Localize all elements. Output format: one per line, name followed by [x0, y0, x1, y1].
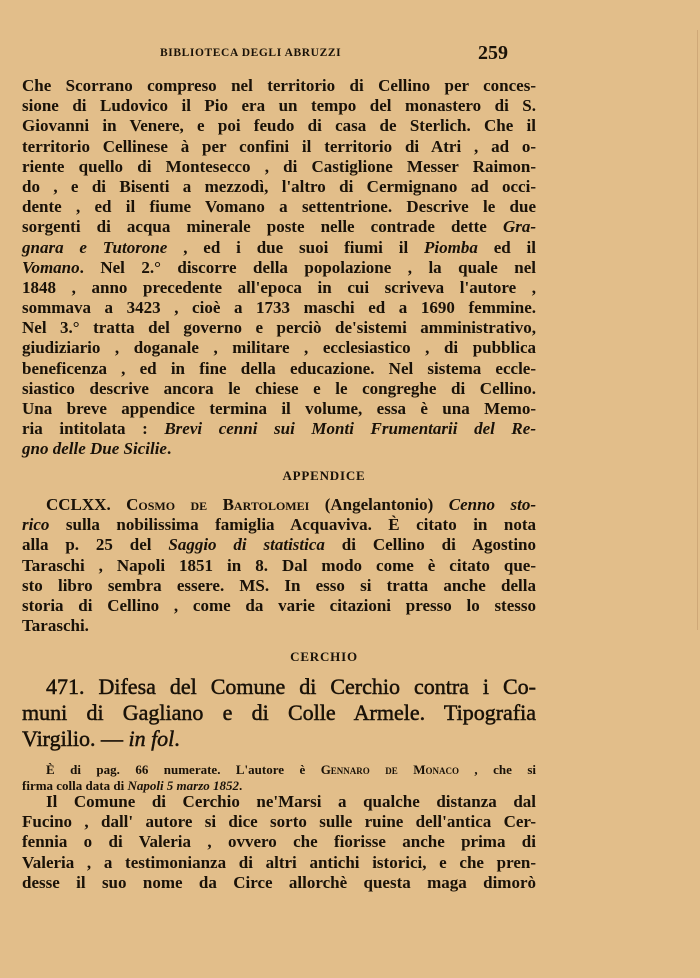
text-segment: (Angelantonio): [309, 495, 449, 514]
paragraph-cclxx: [22, 495, 536, 636]
text-line: [22, 726, 536, 752]
text-line: [22, 116, 536, 136]
text-segment: .: [166, 439, 172, 459]
text-segment: alla p. 25 del: [22, 535, 169, 555]
section-heading-appendice: APPENDICE: [282, 468, 366, 483]
text-segment: 1848 , anno precedente all'epoca in cui scriveva l'autore ,: [22, 277, 536, 297]
text-segment: Valeria , a testimonianza di altri antichi istorici, e che pren-: [22, 852, 536, 872]
italic-text: gnara e Tutorone: [22, 237, 168, 257]
running-title: BIBLIOTECA DEGLI ABRUZZI: [160, 47, 342, 59]
text-segment: dente , ed il fiume Vomano a settentrione. Descrive le due: [22, 197, 536, 217]
text-segment: , che si: [458, 762, 536, 777]
section-heading-cerchio: CERCHIO: [290, 649, 358, 664]
text-line: [22, 700, 536, 726]
text-line: [22, 495, 536, 515]
text-line: [22, 258, 536, 278]
text-line: [22, 556, 536, 576]
text-segment: siastico descrive ancora le chiese e le congreghe di Cellino.: [22, 378, 536, 398]
text-line: [22, 379, 536, 399]
text-line: [22, 338, 536, 358]
text-segment: Cosmo de Bartolomei: [126, 495, 310, 514]
entry-471-note: [22, 762, 536, 794]
text-segment: desse il suo nome da Circe allorchè questa maga dimorò: [22, 872, 536, 892]
text-segment: giudiziario , doganale , militare , ecclesiastico , di pubblica: [22, 338, 536, 358]
text-line: [22, 238, 536, 258]
text-segment: fennia o di Valeria , ovvero che fiorisse anche prima di: [22, 832, 536, 852]
text-line: [22, 853, 536, 873]
text-segment: sto libro sembra essere. MS. In esso si tratta anche della: [22, 575, 536, 595]
text-segment: È di pag. 66 numerate. L'autore è: [46, 762, 321, 777]
text-line: [22, 157, 536, 177]
text-line: [22, 576, 536, 596]
text-segment: Nel 3.° tratta del governo e perciò de'sistemi amministrativo,: [22, 318, 536, 338]
entry-471-title: [22, 674, 536, 752]
text-line: [22, 359, 536, 379]
page-edge-line: [697, 30, 698, 630]
text-segment: ria intitolata :: [22, 419, 165, 439]
text-segment: firma colla data di: [22, 778, 128, 793]
text-line: [22, 535, 536, 555]
italic-text: Vomano: [22, 257, 80, 277]
italic-text: Saggio di statistica: [168, 535, 325, 555]
text-segment: beneficenza , ed in fine della educazione. Nel sistema eccle-: [22, 358, 536, 378]
text-line: [22, 596, 536, 616]
italic-text: Cenno sto-: [448, 495, 536, 514]
text-line: [22, 515, 536, 535]
text-line: [22, 832, 536, 852]
text-segment: Virgilio. —: [22, 726, 129, 751]
italic-text: Gra-: [502, 217, 536, 237]
text-segment: CCLXX.: [46, 495, 127, 514]
text-segment: Una breve appendice termina il volume, essa è una Memo-: [22, 399, 536, 418]
text-segment: di Cellino di Agostino: [324, 535, 537, 555]
text-line: [22, 318, 536, 338]
text-line: [22, 177, 536, 197]
text-segment: .: [174, 726, 180, 751]
paragraph-cerchio: [22, 792, 536, 893]
text-line: [22, 137, 536, 157]
text-segment: Giovanni in Venere, e poi feudo di casa de Sterlich. Che il: [22, 116, 536, 136]
text-segment: , ed i due suoi fiumi il: [167, 237, 425, 257]
paragraph-cellino: [22, 76, 536, 460]
text-line: [22, 96, 536, 116]
italic-text: Napoli 5 marzo 1852: [127, 778, 240, 793]
text-segment: riente quello di Montesecco , di Castiglione Messer Raimon-: [22, 156, 536, 176]
text-segment: 471. Difesa del Comune di Cerchio contra i Co-: [46, 674, 536, 699]
text-segment: ed il: [477, 237, 536, 257]
text-segment: Il Comune di Cerchio ne'Marsi a qualche distanza dal: [46, 792, 536, 811]
text-segment: Fucino , dall' autore si dice sorto sulle ruine dell'antica Cer-: [22, 812, 536, 832]
text-line: [22, 278, 536, 298]
text-line: [22, 812, 536, 832]
text-line: [22, 76, 536, 96]
text-segment: sommava a 3423 , cioè a 1733 maschi ed a 1690 femmine.: [22, 298, 536, 318]
italic-text: Brevi cenni sui Monti Frumentarii del Re-: [164, 419, 536, 439]
text-segment: Gennaro de Monaco: [320, 762, 459, 777]
italic-text: in fol: [128, 726, 175, 751]
text-line: [22, 217, 536, 237]
text-line: [22, 674, 536, 700]
text-segment: sione di Ludovico il Pio era un tempo del monastero di S.: [22, 96, 536, 116]
text-line: [22, 616, 536, 636]
text-line: [22, 298, 536, 318]
text-line: [22, 399, 536, 419]
text-line: [22, 197, 536, 217]
text-line: [22, 792, 536, 812]
page-number: 259: [478, 42, 508, 64]
text-line: [22, 439, 536, 459]
italic-text: rico: [22, 515, 50, 535]
text-segment: .: [239, 778, 243, 793]
text-segment: storia di Cellino , come da varie citazioni presso lo stesso: [22, 595, 536, 615]
text-segment: do , e di Bisenti a mezzodì, l'altro di Cermignano ad occi-: [22, 176, 536, 196]
italic-text: Piomba: [424, 237, 478, 257]
text-segment: . Nel 2.° discorre della popolazione , la quale nel: [79, 257, 536, 277]
text-line: [22, 762, 536, 778]
text-segment: territorio Cellinese à per confini il territorio di Atri , ad o-: [22, 136, 536, 156]
italic-text: gno delle Due Sicilie: [22, 439, 167, 459]
text-segment: sorgenti di acqua minerale poste nelle contrade dette: [22, 217, 503, 237]
text-segment: sulla nobilissima famiglia Acquaviva. È citato in nota: [49, 515, 536, 535]
text-line: [22, 873, 536, 893]
text-segment: muni di Gagliano e di Colle Armele. Tipografia: [22, 700, 536, 725]
text-segment: Taraschi.: [22, 616, 89, 636]
text-segment: Taraschi , Napoli 1851 in 8. Dal modo come è citato que-: [22, 555, 536, 575]
text-segment: Che Scorrano compreso nel territorio di Cellino per conces-: [22, 76, 536, 95]
text-line: [22, 419, 536, 439]
